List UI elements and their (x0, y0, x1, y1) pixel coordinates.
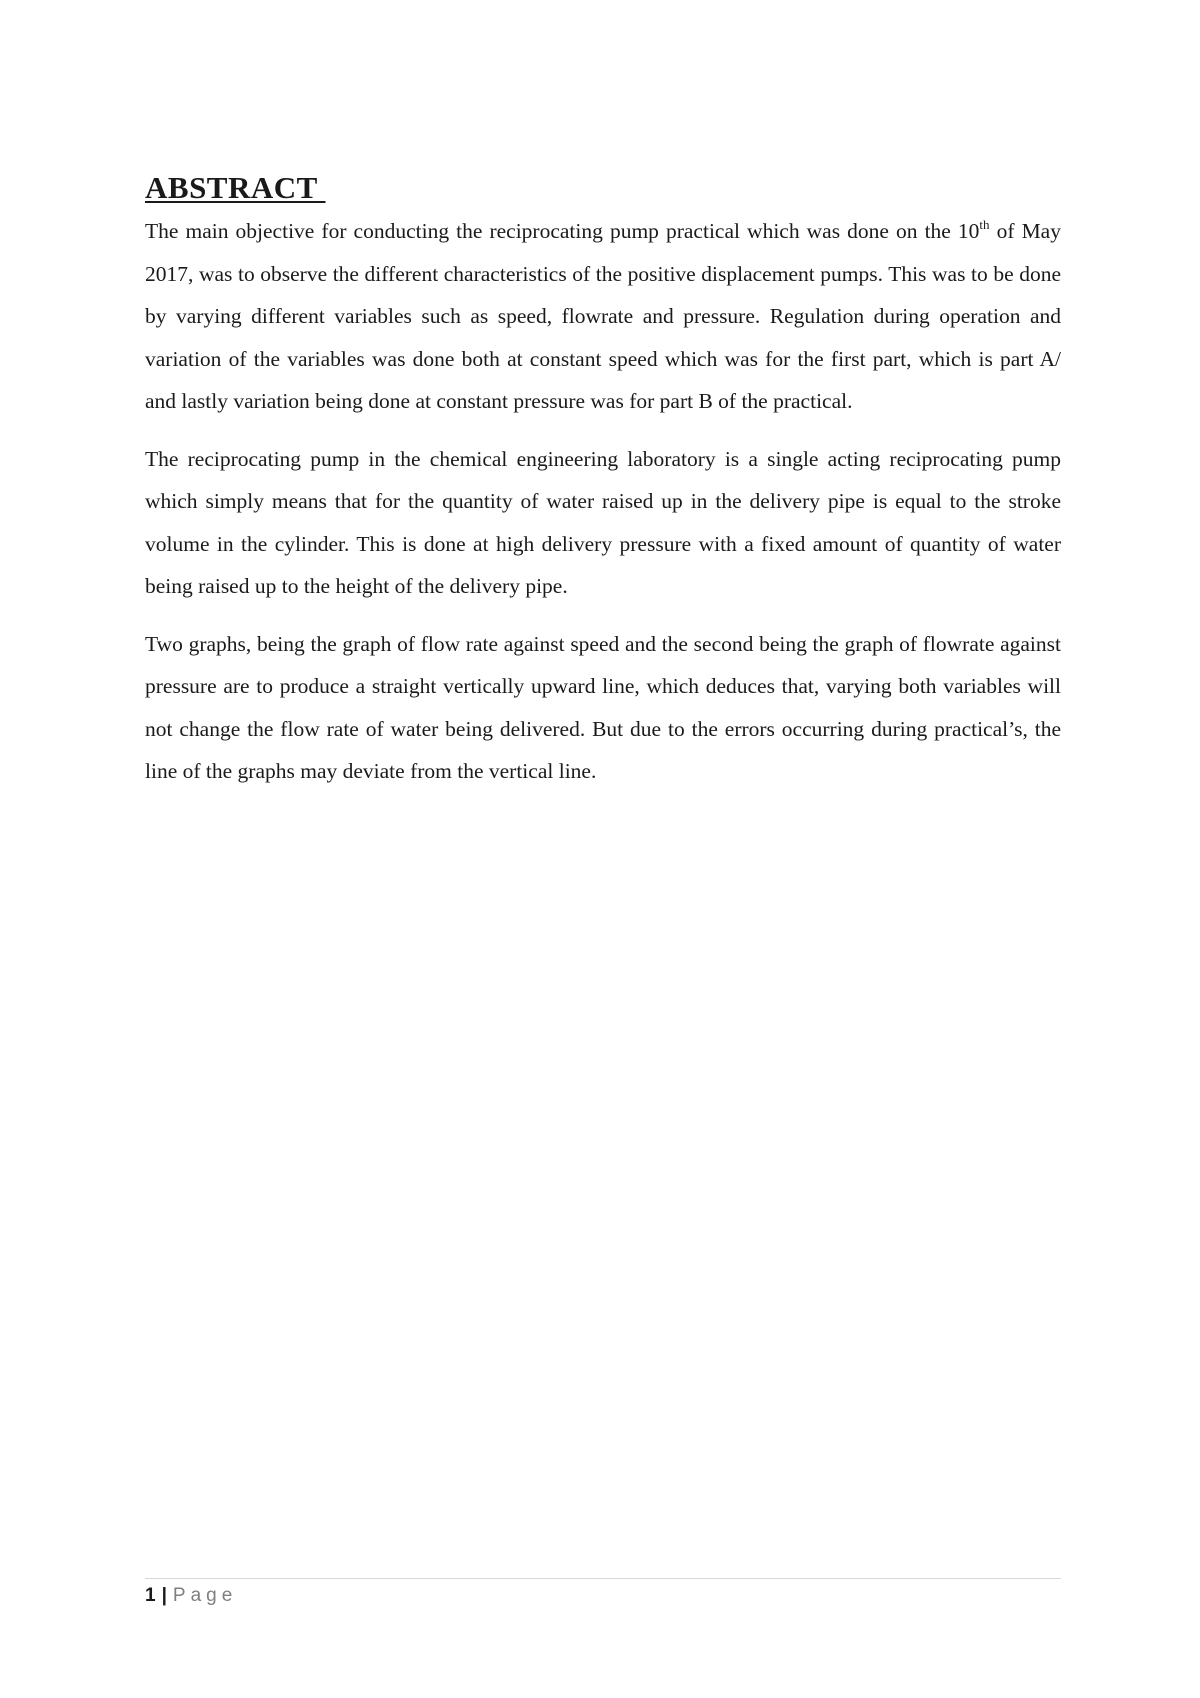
footer-divider (145, 1578, 1061, 1579)
paragraph-objective-text-end: of May 2017, was to observe the different characteristics of the positive displacement pumps. This was to be done by varying different variables such as speed, flowrate and pressure. Regulation during operation and variation of the variables was done both at constant speed which was for the first part, which is part A/ and lastly variation being done at constant pressure was for part B of the practical. (145, 219, 1061, 413)
paragraph-objective (145, 210, 1061, 423)
page-number: 1 (145, 1585, 156, 1606)
footer-separator: | (161, 1585, 167, 1606)
abstract-heading: ABSTRACT (145, 170, 326, 205)
page-footer (145, 1583, 237, 1609)
ordinal-superscript: th (979, 216, 990, 232)
paragraph-objective-text-start: The main objective for conducting the reciprocating pump practical which was done on the 10 (145, 219, 980, 243)
paragraph-pump-description: The reciprocating pump in the chemical engineering laboratory is a single acting reciprocating pump which simply means that for the quantity of water raised up in the delivery pipe is equal to the stroke volume in the cylinder. This is done at high delivery pressure with a fixed amount of quantity of water being raised up to the height of the delivery pipe. (145, 446, 1061, 598)
page-label: Page (172, 1585, 238, 1606)
paragraph-graphs: Two graphs, being the graph of flow rate against speed and the second being the graph of flowrate against pressure are to produce a straight vertically upward line, which deduces that, varying both variables will not change the flow rate of water being delivered. But due to the errors occurring during practical’s, the line of the graphs may deviate from the vertical line. (145, 631, 1061, 783)
page-content (145, 168, 1061, 808)
